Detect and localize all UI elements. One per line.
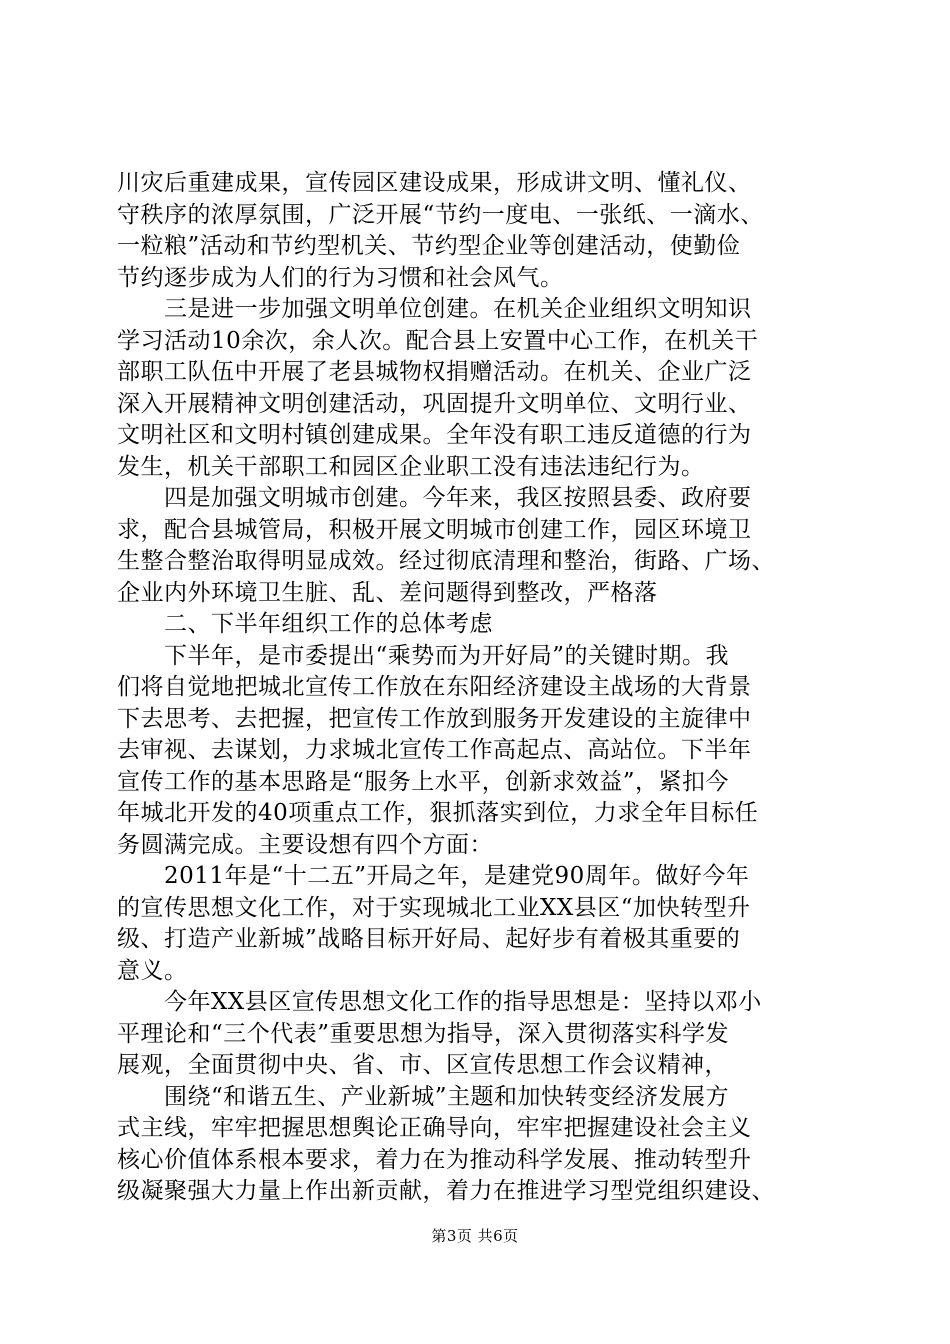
text-line: 文明社区和文明村镇创建成果。全年没有职工违反道德的行为 bbox=[117, 422, 752, 448]
text-line: 深入开展精神文明创建活动，巩固提升文明单位、文明行业、 bbox=[117, 390, 752, 417]
text-line: 三是进一步加强文明单位创建。在机关企业组织文明知识 bbox=[117, 296, 752, 322]
text-line: 二、下半年组织工作的总体考虑 bbox=[117, 611, 493, 637]
text-line: 式主线，牢牢把握思想舆论正确导向，牢牢把握建设社会主义 bbox=[117, 1115, 752, 1141]
text-line: 级、打造产业新城”战略目标开好局、起好步有着极其重要的 bbox=[117, 926, 741, 952]
text-line: 意义。 bbox=[117, 957, 188, 984]
text-line: 级凝聚强大力量上作出新贡献，着力在推进学习型党组织建设、 bbox=[117, 1178, 775, 1204]
text-line: 展观，全面贯彻中央、省、市、区宣传思想工作会议精神， bbox=[117, 1052, 728, 1078]
text-line: 发生，机关干部职工和园区企业职工没有违法违纪行为。 bbox=[117, 453, 705, 480]
text-line: 宣传工作的基本思路是“服务上水平，创新求效益”，紧扣今 bbox=[117, 768, 730, 795]
text-line: 围绕“和谐五生、产业新城”主题和加快转变经济发展方 bbox=[117, 1083, 730, 1110]
text-line: 生整合整治取得明显成效。经过彻底清理和整治，街路、广场、 bbox=[117, 548, 775, 574]
text-line: 四是加强文明城市创建。今年来，我区按照县委、政府要 bbox=[117, 485, 752, 511]
text-line: 务圆满完成。主要设想有四个方面： bbox=[117, 831, 493, 858]
text-line: 下半年，是市委提出“乘势而为开好局”的关键时期。我 bbox=[117, 642, 730, 669]
text-line: 求，配合县城管局，积极开展文明城市创建工作，园区环境卫 bbox=[117, 516, 752, 543]
text-line: 平理论和“三个代表”重要思想为指导，深入贯彻落实科学发 bbox=[117, 1020, 730, 1047]
text-line: 的宣传思想文化工作，对于实现城北工业XX县区“加快转型升 bbox=[117, 894, 751, 921]
page-footer: 第3页 共6页 bbox=[431, 1227, 519, 1245]
text-line: 核心价值体系根本要求，着力在为推动科学发展、推动转型升 bbox=[117, 1146, 752, 1173]
text-line: 部职工队伍中开展了老县城物权捐赠活动。在机关、企业广泛 bbox=[117, 359, 752, 385]
document-body bbox=[117, 168, 837, 1208]
text-line: 年城北开发的40项重点工作，狠抓落实到位，力求全年目标任 bbox=[117, 800, 759, 826]
text-line: 2011年是“十二五”开局之年，是建党90周年。做好今年 bbox=[117, 863, 750, 889]
text-line: 一粒粮”活动和节约型机关、节约型企业等创建活动，使勤俭 bbox=[117, 233, 741, 259]
text-line: 川灾后重建成果，宣传园区建设成果，形成讲文明、懂礼仪、 bbox=[117, 170, 752, 196]
text-line: 们将自觉地把城北宣传工作放在东阳经济建设主战场的大背景 bbox=[117, 674, 752, 700]
text-line: 企业内外环境卫生脏、乱、差问题得到整改，严格落 bbox=[117, 579, 658, 606]
text-line: 今年XX县区宣传思想文化工作的指导思想是：坚持以邓小 bbox=[117, 989, 762, 1015]
text-line: 守秩序的浓厚氛围，广泛开展“节约一度电、一张纸、一滴水、 bbox=[117, 201, 764, 228]
text-line: 下去思考、去把握，把宣传工作放到服务开发建设的主旋律中 bbox=[117, 705, 752, 732]
text-line: 学习活动10余次，余人次。配合县上安置中心工作，在机关干 bbox=[117, 327, 759, 354]
text-line: 节约逐步成为人们的行为习惯和社会风气。 bbox=[117, 264, 564, 291]
text-line: 去审视、去谋划，力求城北宣传工作高起点、高站位。下半年 bbox=[117, 737, 752, 763]
